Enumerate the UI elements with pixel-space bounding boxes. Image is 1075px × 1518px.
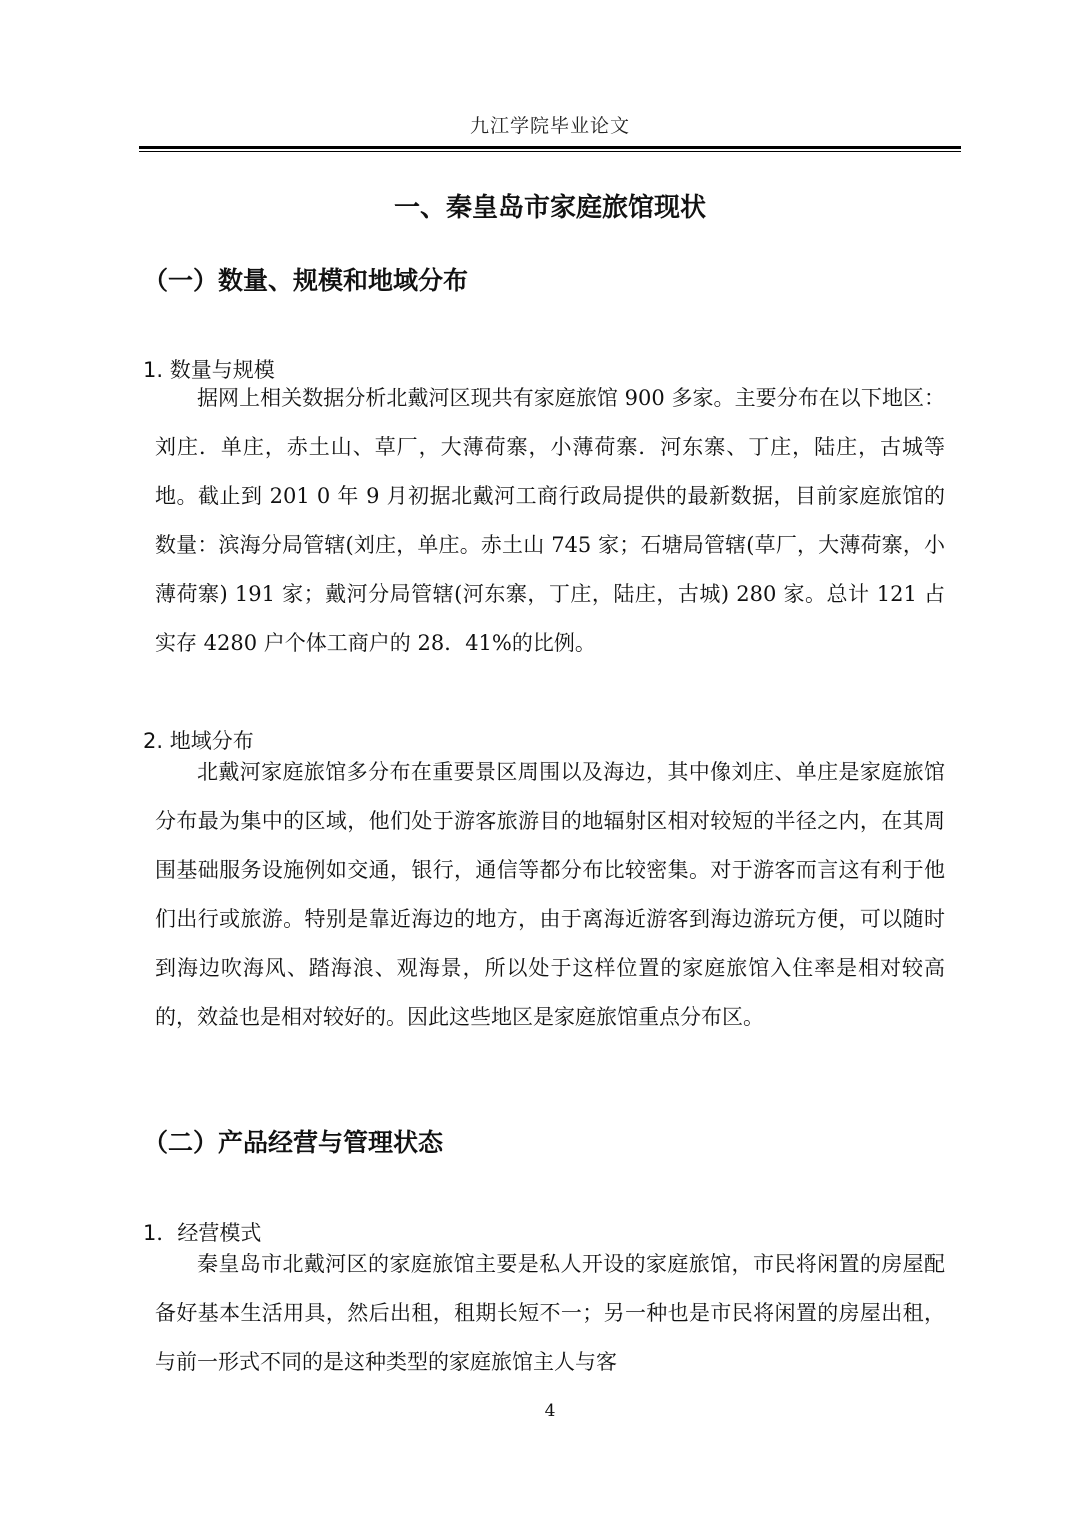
paragraph-distribution: 北戴河家庭旅馆多分布在重要景区周围以及海边，其中像刘庄、单庄是家庭旅馆分布最为集中的区域，他们处于游客旅游目的地辐射区相对较短的半径之内，在其周围基础服务设施例如交通，银行，通信等都分布比较密集。对于游客而言这有利于他们出行或旅游。特别是靠近海边的地方，由于离海近游客到海边游玩方便，可以随时到海边吹海风、踏海浪、观海景，所以处于这样位置的家庭旅馆入住率是相对较高的，效益也是相对较好的。因此这些地区是家庭旅馆重点分布区。 — [155, 760, 945, 1029]
chapter-title: 一、秦皇岛市家庭旅馆现状 — [393, 193, 706, 223]
header-rule-thin — [139, 151, 961, 152]
section-title-operation-management: （二）产品经营与管理状态 — [143, 1128, 444, 1157]
page-number: 4 — [544, 1401, 556, 1421]
paragraph-quantity-scale: 据网上相关数据分析北戴河区现共有家庭旅馆 900 多家。主要分布在以下地区：刘庄．单庄，赤土山、草厂，大薄荷寨，小薄荷寨．河东寨、丁庄，陆庄，古城等地。截止到 201 0 年 9 月初据北戴河工商行政局提供的最新数据，目前家庭旅馆的数量：滨海分局管辖(刘庄，单庄。赤土山 745 家；石塘局管辖(草厂，大薄荷寨，小薄荷寨) 191 家；戴河分局管辖(河东寨，丁庄，陆庄，古城) 280 家。总计 121 占实存 4280 户个体工商户的 28．41%的比例。 — [155, 386, 945, 655]
page-header-title: 九江学院毕业论文 — [469, 115, 630, 137]
paragraph-business-model: 秦皇岛市北戴河区的家庭旅馆主要是私人开设的家庭旅馆，市民将闲置的房屋配备好基本生活用具，然后出租，租期长短不一；另一种也是市民将闲置的房屋出租，与前一形式不同的是这种类型的家庭旅馆主人与客 — [155, 1252, 945, 1374]
header-rule-thick — [139, 146, 961, 149]
subsection-heading-business-model: 1．经营模式 — [143, 1221, 262, 1245]
subsection-heading-quantity-scale: 1. 数量与规模 — [143, 358, 275, 382]
subsection-heading-distribution: 2. 地域分布 — [143, 729, 254, 753]
section-title-quantity-distribution: （一）数量、规模和地域分布 — [143, 266, 469, 295]
